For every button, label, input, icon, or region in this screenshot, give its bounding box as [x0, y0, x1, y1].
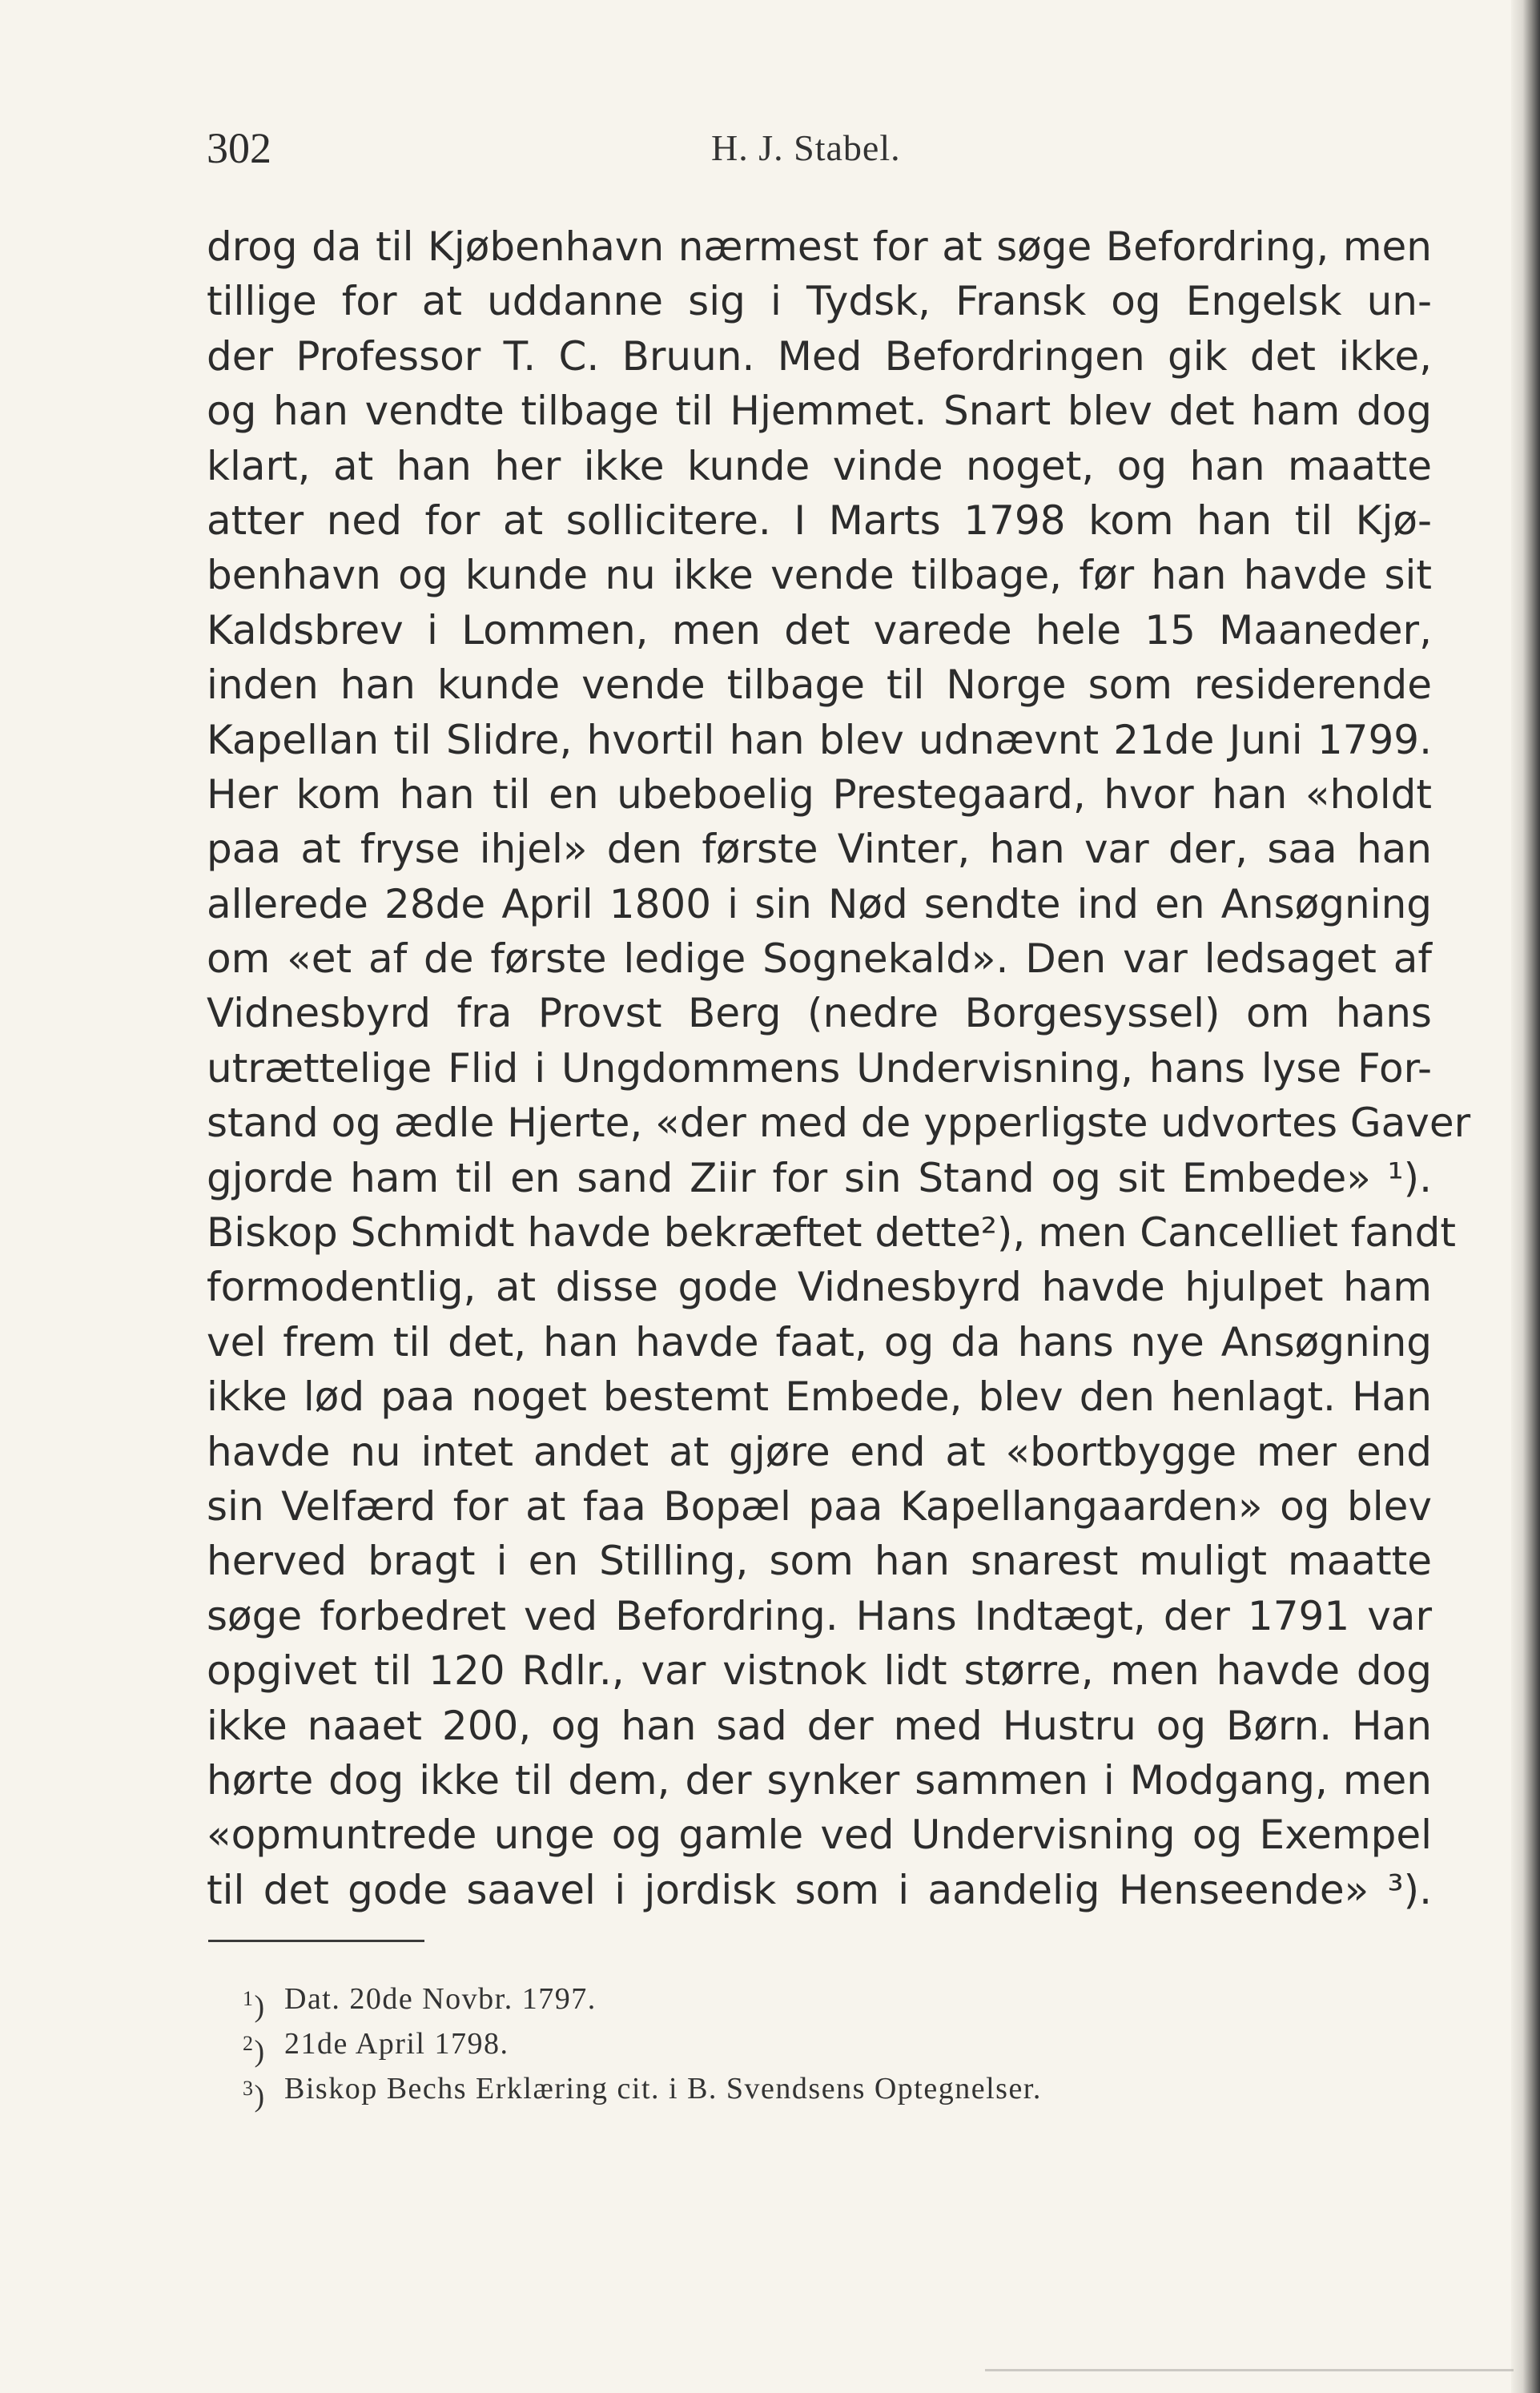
- text-line: og han vendte tilbage til Hjemmet. Snart blev det ham dog: [207, 388, 1432, 435]
- text-line: inden han kunde vende tilbage til Norge som residerende: [207, 662, 1432, 709]
- text-line: formodentlig, at disse gode Vidnesbyrd havde hjulpet ham: [207, 1264, 1432, 1311]
- text-line: herved bragt i en Stilling, som han snarest muligt maatte: [207, 1538, 1432, 1585]
- text-line: ikke lød paa noget bestemt Embede, blev den henlagt. Han: [207, 1373, 1432, 1421]
- footnote-text: Biskop Bechs Erklæring cit. i B. Svendsens Optegnelser.: [284, 2072, 1042, 2105]
- text-line: Kaldsbrev i Lommen, men det varede hele 15 Maaneder,: [207, 606, 1432, 654]
- text-line: Her kom han til en ubeboelig Prestegaard, hvor han «holdt: [207, 770, 1432, 818]
- text-line: drog da til Kjøbenhavn nærmest for at søge Befordring, men: [207, 223, 1432, 270]
- text-line: Kapellan til Slidre, hvortil han blev udnævnt 21de Juni 1799.: [207, 716, 1432, 763]
- footnote-text: Dat. 20de Novbr. 1797.: [284, 1982, 597, 2016]
- text-line: gjorde ham til en sand Ziir for sin Stand og sit Embede» ¹).: [207, 1154, 1432, 1201]
- footnote: [243, 2021, 1042, 2069]
- text-line: opgivet til 120 Rdlr., var vistnok lidt større, men havde dog: [207, 1647, 1432, 1695]
- text-line: paa at fryse ihjel» den første Vinter, han var der, saa han: [207, 826, 1432, 873]
- body-text: [207, 219, 1471, 1917]
- footnote-mark: $^3$): [243, 2077, 266, 2113]
- text-line: Vidnesbyrd fra Provst Berg (nedre Borgesyssel) om hans: [207, 990, 1432, 1037]
- text-line: benhavn og kunde nu ikke vende tilbage, før han havde sit: [207, 552, 1432, 599]
- text-line: søge forbedret ved Befordring. Hans Indtægt, der 1791 var: [207, 1592, 1432, 1639]
- text-line: «opmuntrede unge og gamle ved Undervisning og Exempel: [207, 1812, 1432, 1859]
- running-head: H. J. Stabel.: [711, 127, 901, 168]
- footnote-number: 3: [243, 2077, 255, 2100]
- text-line: atter ned for at sollicitere. I Marts 1798 kom han til Kjø-: [207, 497, 1432, 544]
- text-line: om «et af de første ledige Sognekald». Den var ledsaget af: [207, 935, 1432, 983]
- text-line: stand og ædle Hjerte, «der med de ypperligste udvortes Gaver: [207, 1100, 1471, 1147]
- text-line: der Professor T. C. Bruun. Med Befordringen gik det ikke,: [207, 332, 1432, 380]
- footnote-mark: $^1$): [243, 1987, 266, 2024]
- page-edge-shadow: [1511, 0, 1540, 2393]
- footnote-separator: [208, 1940, 424, 1942]
- text-line: vel frem til det, han havde faat, og da hans nye Ansøgning: [207, 1318, 1432, 1365]
- footnotes: [243, 1977, 1042, 2113]
- text-line: Biskop Schmidt havde bekræftet dette²), men Cancelliet fandt: [207, 1209, 1456, 1257]
- text-line: tillige for at uddanne sig i Tydsk, Fransk og Engelsk un-: [207, 278, 1432, 325]
- text-line: havde nu intet andet at gjøre end at «bortbygge mer end: [207, 1428, 1432, 1475]
- text-line: hørte dog ikke til dem, der synker sammen i Modgang, men: [207, 1756, 1432, 1804]
- footnote-text: 21de April 1798.: [284, 2027, 509, 2061]
- scan-artifact-line: [985, 2369, 1514, 2371]
- page-number: 302: [207, 124, 271, 172]
- page-header: [207, 120, 1440, 176]
- text-line: allerede 28de April 1800 i sin Nød sendte ind en Ansøgning: [207, 880, 1432, 927]
- footnote-mark: $^2$): [243, 2032, 266, 2069]
- footnote-number: 1: [243, 1987, 255, 2010]
- text-line: ikke naaet 200, og han sad der med Hustru og Børn. Han: [207, 1702, 1432, 1749]
- text-line: utrættelige Flid i Ungdommens Undervisning, hans lyse For-: [207, 1044, 1432, 1092]
- text-line: sin Velfærd for at faa Bopæl paa Kapellangaarden» og blev: [207, 1482, 1432, 1530]
- footnote-number: 2: [243, 2032, 255, 2055]
- text-line: til det gode saavel i jordisk som i aandelig Henseende» ³).: [207, 1866, 1432, 1913]
- footnote: [243, 2066, 1042, 2113]
- footnote: [243, 1977, 1042, 2024]
- text-line: klart, at han her ikke kunde vinde noget, og han maatte: [207, 442, 1432, 489]
